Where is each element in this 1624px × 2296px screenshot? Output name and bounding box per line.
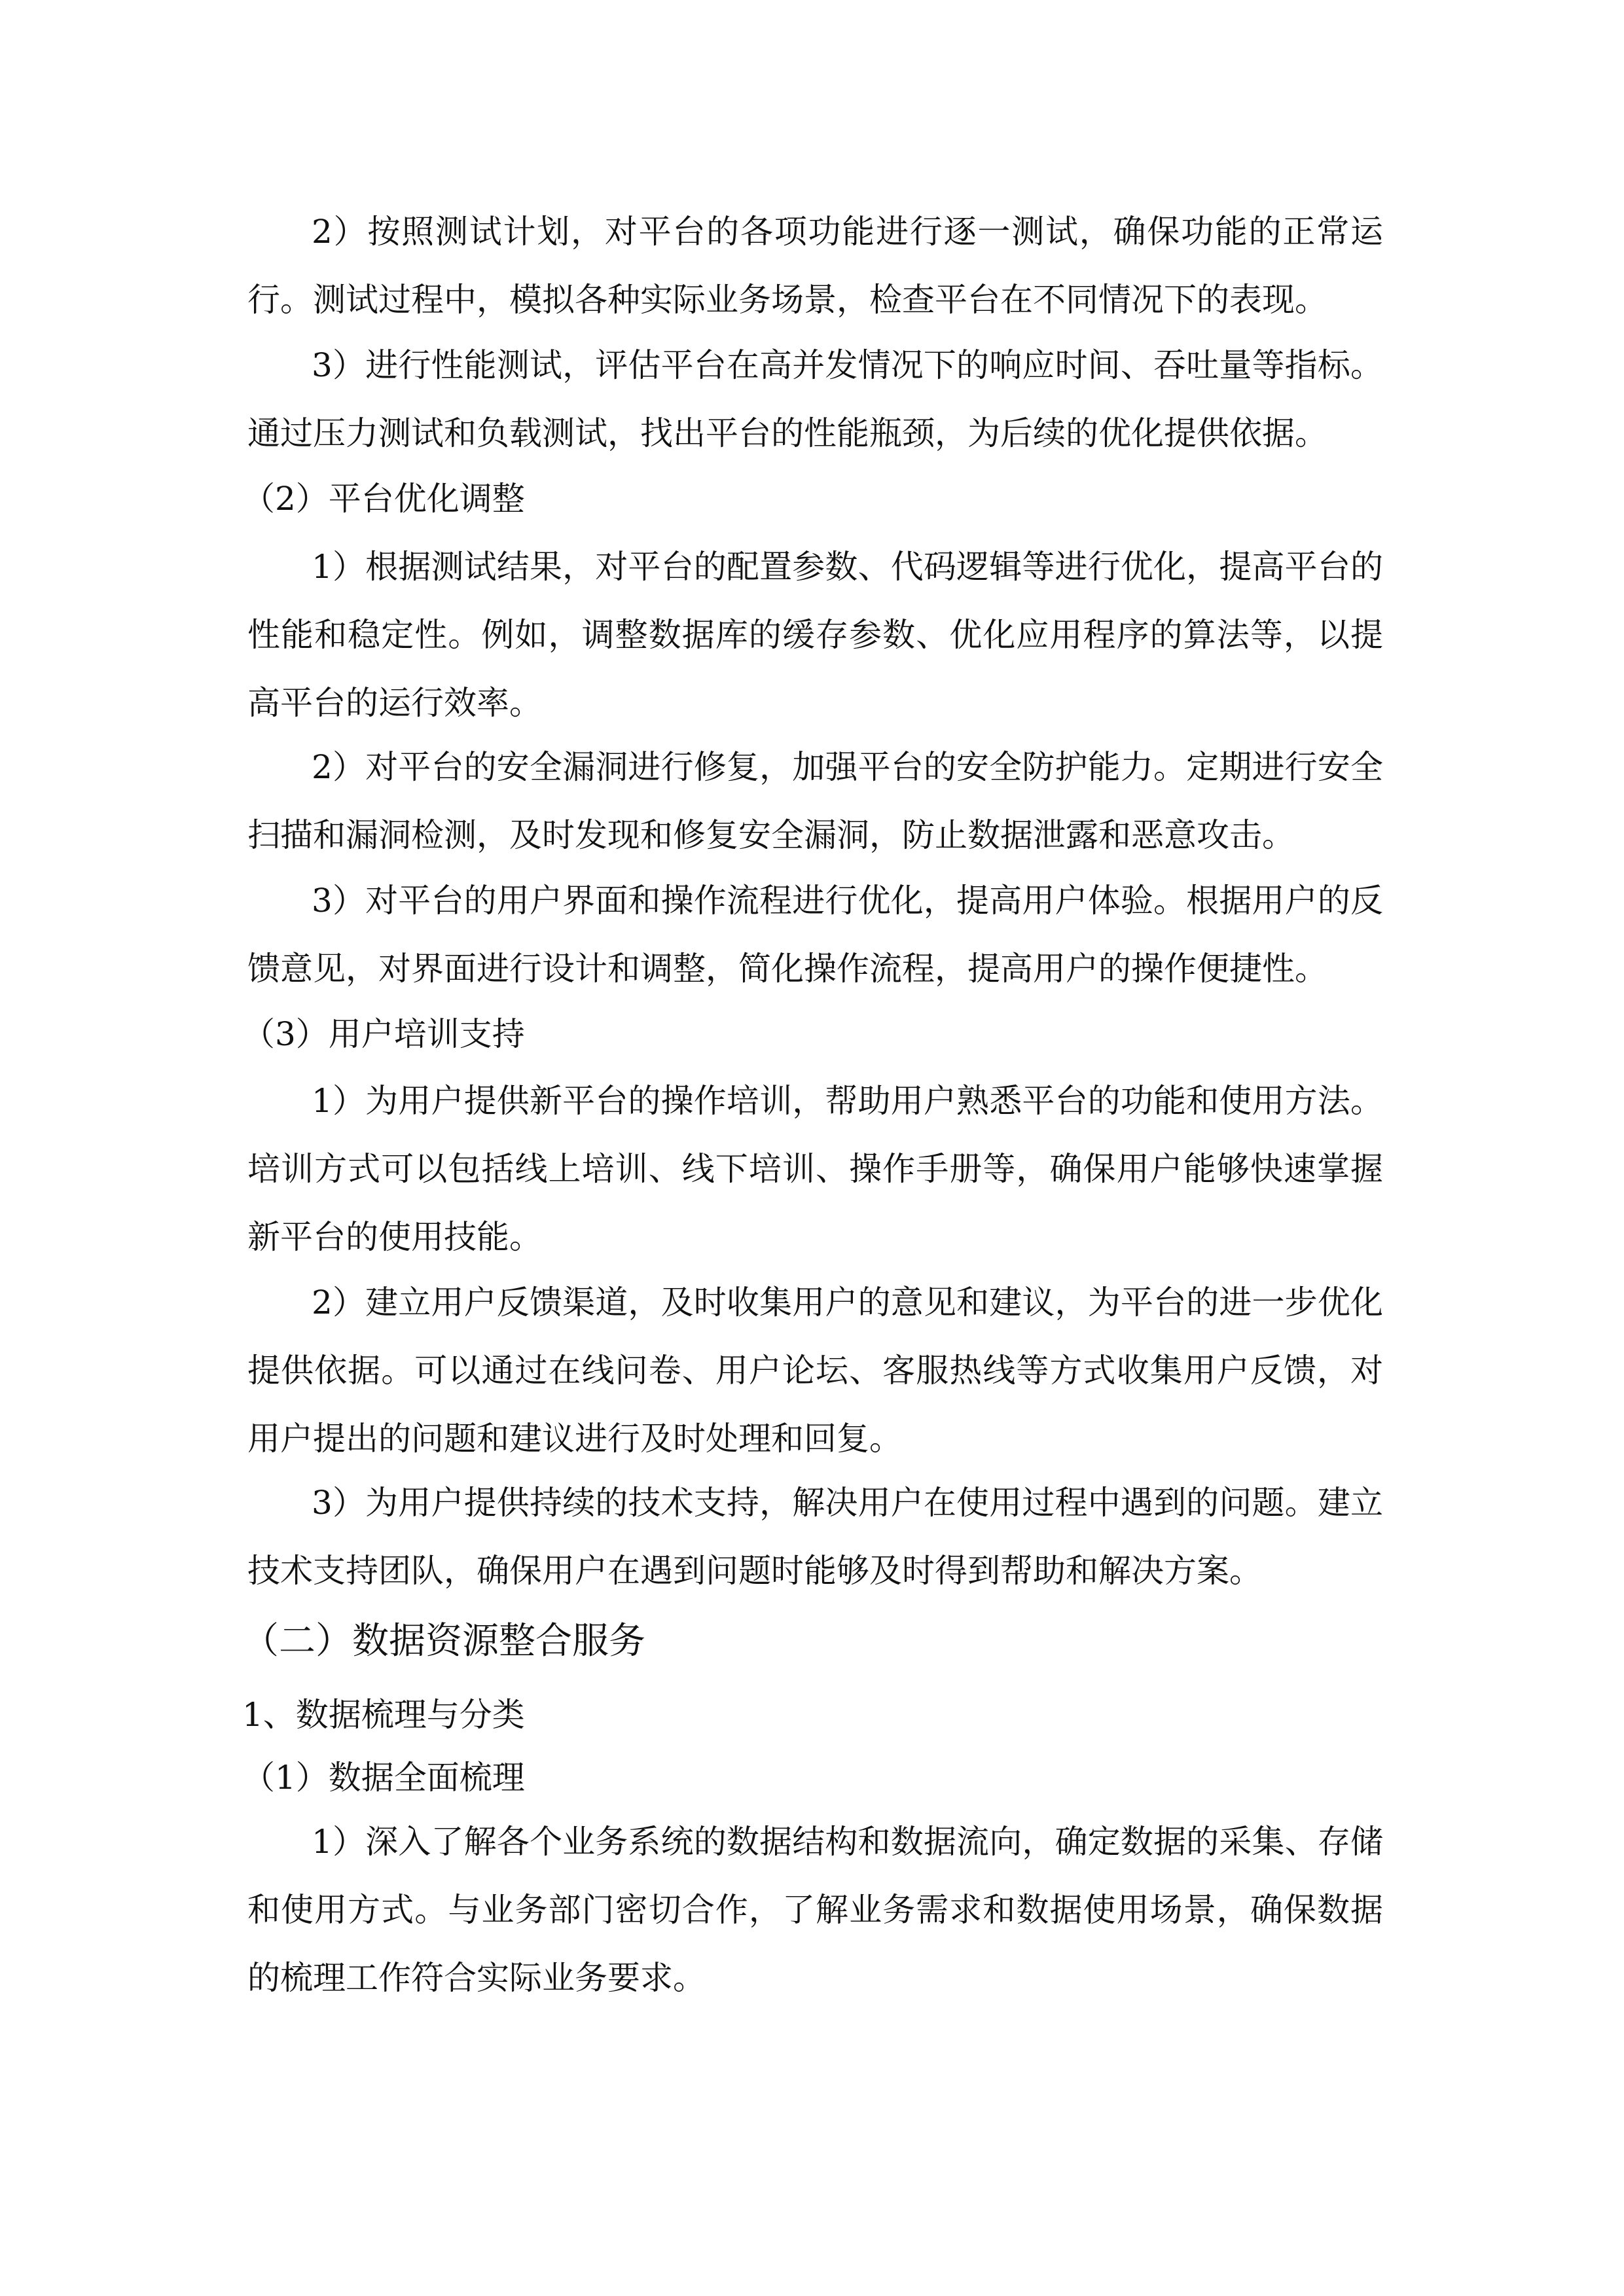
section-heading: （2）平台优化调整 [242, 480, 525, 518]
paragraph: 2）按照测试计划，对平台的各项功能进行逐一测试，确保功能的正常运行。测试过程中，模拟各种实际业务场景，检查平台在不同情况下的表现。 [247, 213, 1383, 319]
paragraph: 2）建立用户反馈渠道，及时收集用户的意见和建议，为平台的进一步优化提供依据。可以通过在线问卷、用户论坛、客服热线等方式收集用户反馈，对用户提出的问题和建议进行及时处理和回复。 [247, 1283, 1383, 1458]
paragraph: 1）根据测试结果，对平台的配置参数、代码逻辑等进行优化，提高平台的性能和稳定性。例如，调整数据库的缓存参数、优化应用程序的算法等，以提高平台的运行效率。 [247, 548, 1383, 722]
paragraph: 3）对平台的用户界面和操作流程进行优化，提高用户体验。根据用户的反馈意见，对界面进行设计和调整，简化操作流程，提高用户的操作便捷性。 [247, 882, 1383, 988]
paragraph: 2）对平台的安全漏洞进行修复，加强平台的安全防护能力。定期进行安全扫描和漏洞检测，及时发现和修复安全漏洞，防止数据泄露和恶意攻击。 [247, 748, 1383, 854]
paragraph: 3）进行性能测试，评估平台在高并发情况下的响应时间、吞吐量等指标。通过压力测试和负载测试，找出平台的性能瓶颈，为后续的优化提供依据。 [247, 346, 1383, 452]
chapter-heading: （二）数据资源整合服务 [242, 1620, 645, 1662]
paragraph: 1）深入了解各个业务系统的数据结构和数据流向，确定数据的采集、存储和使用方式。与业务部门密切合作，了解业务需求和数据使用场景，确保数据的梳理工作符合实际业务要求。 [247, 1823, 1383, 1997]
paragraph: 1）为用户提供新平台的操作培训，帮助用户熟悉平台的功能和使用方法。培训方式可以包括线上培训、线下培训、操作手册等，确保用户能够快速掌握新平台的使用技能。 [247, 1082, 1383, 1256]
subsection-heading: 1、数据梳理与分类 [242, 1696, 525, 1734]
section-heading: （1）数据全面梳理 [242, 1759, 525, 1797]
paragraph: 3）为用户提供持续的技术支持，解决用户在使用过程中遇到的问题。建立技术支持团队，确保用户在遇到问题时能够及时得到帮助和解决方案。 [247, 1484, 1383, 1590]
section-heading: （3）用户培训支持 [242, 1015, 525, 1053]
